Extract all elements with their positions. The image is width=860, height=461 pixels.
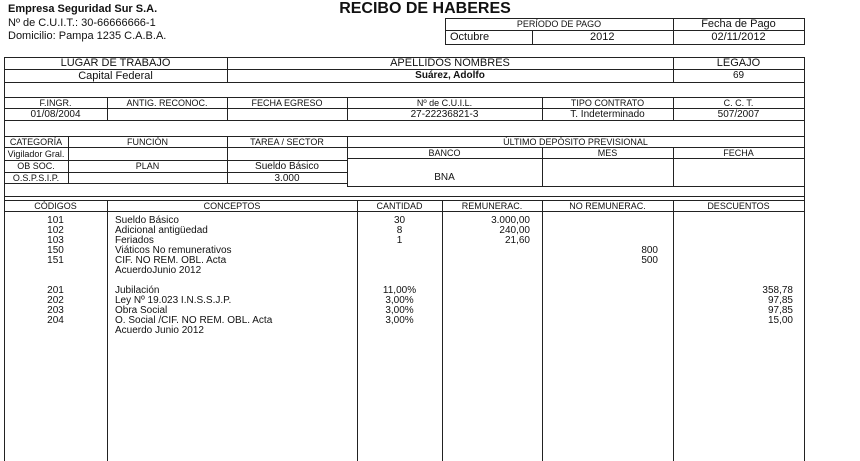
company-name: Empresa Seguridad Sur S.A. [8, 3, 158, 15]
antig-label: ANTIG. RECONOC. [126, 98, 208, 108]
egreso-label: FECHA EGRESO [251, 98, 323, 108]
pay-date-label: Fecha de Pago [701, 18, 776, 30]
cuil-label: Nº de C.U.I.L. [416, 98, 473, 108]
row-code: 103 [47, 235, 64, 246]
ob-soc-label: OB SOC. [17, 161, 55, 171]
employee-name: Suárez, Adolfo [415, 70, 485, 81]
row-discount [673, 246, 793, 256]
company-cuit: Nº de C.U.I.T.: 30-66666666-1 [8, 17, 156, 29]
codes-column [4, 216, 107, 336]
company-address: Domicilio: Pampa 1235 C.A.B.A. [8, 30, 167, 42]
fingr-label: F.INGR. [39, 98, 72, 108]
contract-label: TIPO CONTRATO [570, 98, 645, 108]
row-concept: Viáticos No remunerativos [115, 245, 232, 256]
row-no-remunerac [542, 306, 658, 316]
row-code [4, 326, 107, 336]
discounts-column [673, 216, 793, 336]
row-quantity: 8 [396, 225, 403, 236]
bank-value: BNA [434, 172, 455, 183]
row-remunerac [442, 286, 530, 296]
row-remunerac [442, 326, 530, 336]
bank-label: BANCO [428, 148, 461, 158]
row-concept: Jubilación [115, 285, 160, 296]
row-remunerac: 240,00 [499, 225, 530, 236]
contract-value: T. Indeterminado [570, 109, 645, 120]
ospsip-value: O.S.P.S.I.P. [12, 173, 60, 183]
row-no-remunerac [542, 276, 658, 286]
row-concept: Obra Social [115, 305, 168, 316]
header-no-remunerac: NO REMUNERAC. [569, 201, 646, 211]
task-label: TAREA / SECTOR [250, 137, 324, 147]
legajo-label: LEGAJO [716, 57, 761, 69]
header-codes: CÓDIGOS [34, 201, 77, 211]
row-no-remunerac: 500 [641, 255, 658, 266]
row-no-remunerac [542, 226, 658, 236]
row-concept: O. Social /CIF. NO REM. OBL. Acta [115, 315, 273, 326]
basic-salary-value: 3.000 [274, 173, 300, 184]
pay-date: 02/11/2012 [711, 31, 766, 43]
row-discount [673, 236, 793, 246]
period-month: Octubre [450, 31, 490, 43]
concepts-column [115, 216, 355, 336]
row-concept: Feriados [115, 235, 154, 246]
row-discount [673, 326, 793, 336]
header-remunerac: REMUNERAC. [461, 201, 523, 211]
category-value: Vigilador Gral. [7, 149, 65, 159]
legajo-value: 69 [732, 70, 745, 81]
cuil-value: 27-22236821-3 [410, 109, 479, 120]
row-remunerac [442, 296, 530, 306]
row-quantity [357, 266, 442, 276]
row-discount: 97,85 [767, 295, 793, 306]
category-label: CATEGORÍA [9, 137, 63, 147]
row-remunerac [442, 306, 530, 316]
header-concepts: CONCEPTOS [203, 201, 261, 211]
row-concept: Adicional antigüedad [115, 225, 208, 236]
row-code: 150 [47, 245, 64, 256]
workplace-label: LUGAR DE TRABAJO [60, 57, 171, 69]
fingr-value: 01/08/2004 [30, 109, 81, 120]
row-quantity [357, 326, 442, 336]
row-remunerac [442, 316, 530, 326]
row-code [4, 266, 107, 276]
basic-salary-label: Sueldo Básico [255, 161, 319, 172]
row-no-remunerac [542, 326, 658, 336]
header-quantity: CANTIDAD [376, 201, 423, 211]
document-title: RECIBO DE HABERES [339, 0, 511, 17]
row-discount [673, 256, 793, 266]
row-code: 202 [47, 295, 64, 306]
row-code: 204 [47, 315, 64, 326]
row-remunerac [442, 256, 530, 266]
row-quantity [357, 246, 442, 256]
plan-label: PLAN [135, 161, 160, 171]
row-quantity: 11,00% [382, 285, 417, 296]
cct-value: 507/2007 [717, 109, 760, 120]
row-no-remunerac [542, 296, 658, 306]
employee-name-label: APELLIDOS NOMBRES [390, 57, 510, 69]
last-deposit-label: ÚLTIMO DEPÓSITO PREVISIONAL [503, 137, 648, 147]
row-code: 203 [47, 305, 64, 316]
row-quantity: 3,00% [385, 315, 414, 326]
row-remunerac [442, 276, 530, 286]
row-quantity: 1 [396, 235, 403, 246]
row-concept: Ley Nº 19.023 I.N.S.S.J.P. [115, 295, 232, 306]
row-discount: 15,00 [767, 315, 793, 326]
row-remunerac: 3.000,00 [491, 215, 530, 226]
row-remunerac [442, 266, 530, 276]
row-code: 151 [47, 255, 64, 266]
no-remunerac-column [542, 216, 658, 336]
row-concept: Acuerdo Junio 2012 [115, 325, 204, 336]
row-remunerac: 21,60 [504, 235, 530, 246]
row-discount: 358,78 [762, 285, 793, 296]
row-concept: Sueldo Básico [115, 215, 179, 226]
cct-label: C. C. T. [723, 98, 754, 108]
row-quantity: 3,00% [385, 295, 414, 306]
workplace-value: Capital Federal [78, 70, 153, 82]
row-concept: AcuerdoJunio 2012 [115, 265, 202, 276]
row-remunerac [442, 246, 530, 256]
row-no-remunerac [542, 316, 658, 326]
row-discount [673, 266, 793, 276]
header-discounts: DESCUENTOS [707, 201, 770, 211]
row-no-remunerac [542, 286, 658, 296]
period-year: 2012 [590, 31, 615, 43]
row-quantity: 30 [393, 215, 406, 226]
row-discount: 97,85 [767, 305, 793, 316]
row-no-remunerac: 800 [641, 245, 658, 256]
row-discount [673, 226, 793, 236]
row-code: 102 [47, 225, 64, 236]
remunerac-column [442, 216, 530, 336]
row-quantity: 3,00% [385, 305, 414, 316]
row-no-remunerac [542, 266, 658, 276]
row-code: 101 [47, 215, 64, 226]
row-discount [673, 216, 793, 226]
row-quantity [357, 256, 442, 266]
row-code: 201 [47, 285, 64, 296]
quantity-column [357, 216, 442, 336]
row-concept: CIF. NO REM. OBL. Acta [115, 255, 227, 266]
function-label: FUNCIÓN [127, 137, 168, 147]
deposit-date-label: FECHA [723, 148, 754, 158]
period-label: PERÍODO DE PAGO [516, 19, 602, 29]
row-no-remunerac [542, 216, 658, 226]
deposit-month-label: MES [597, 148, 618, 158]
